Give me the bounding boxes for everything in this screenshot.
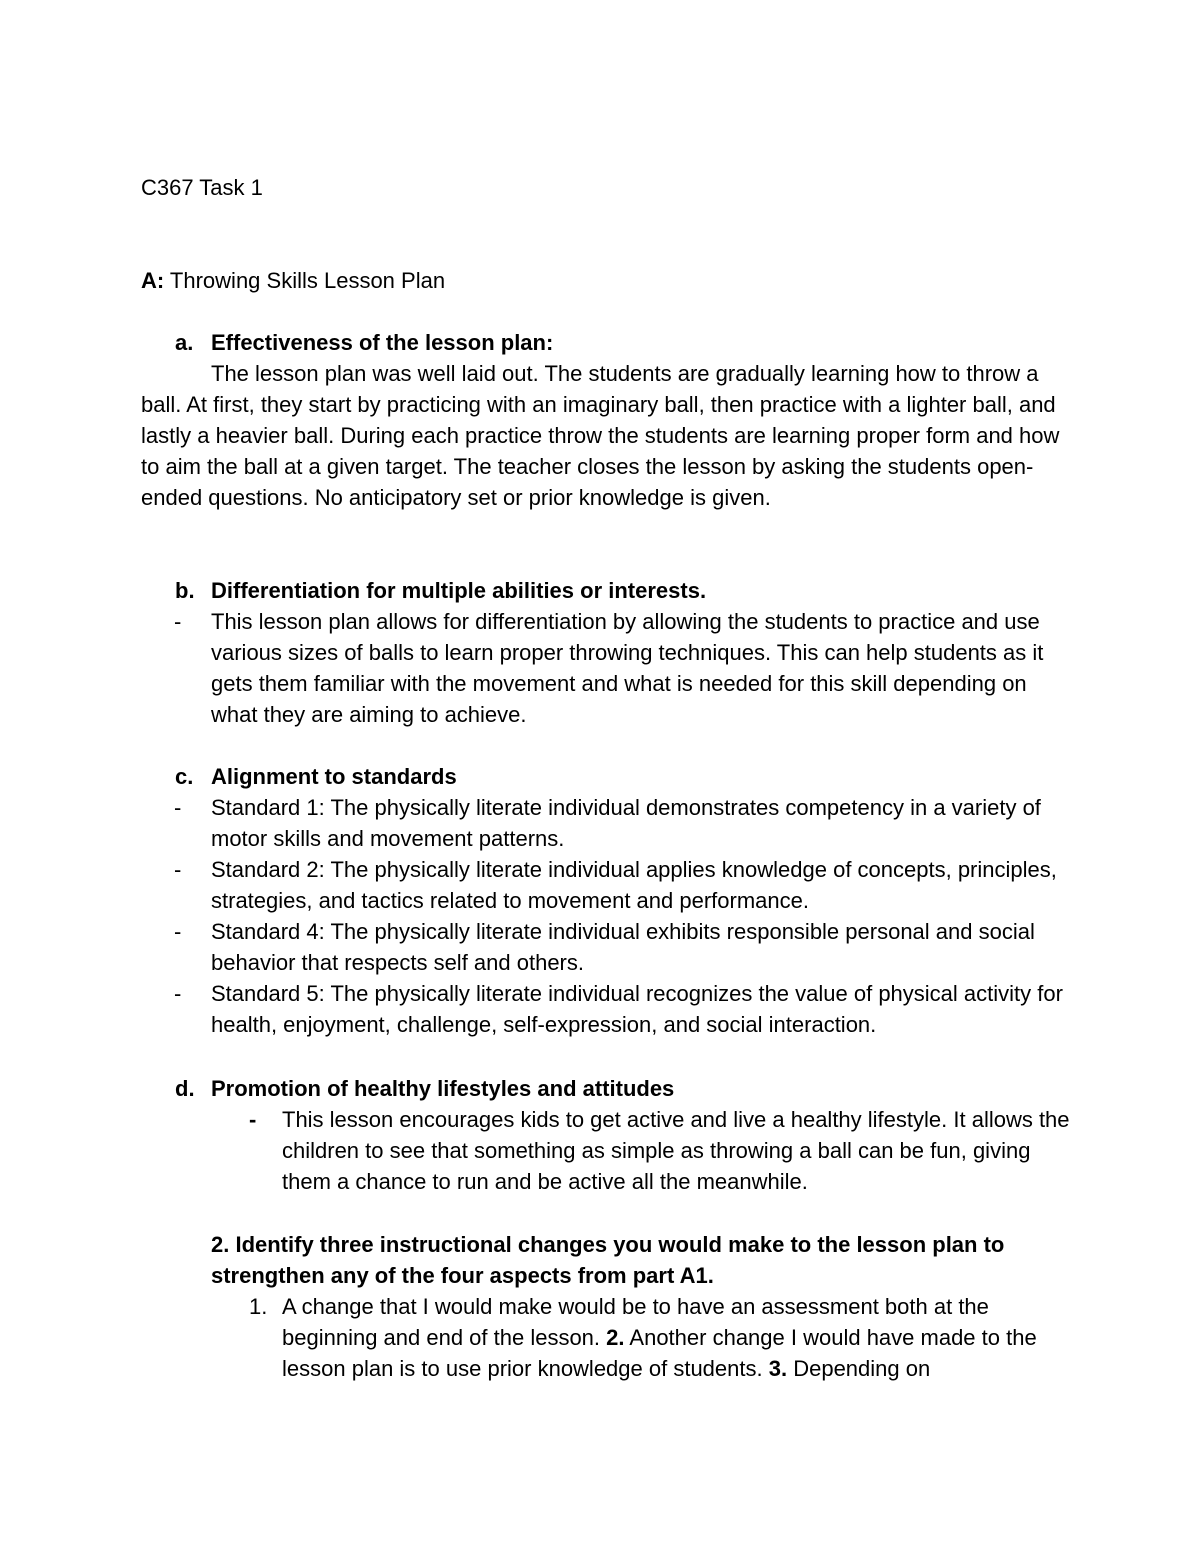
part-heading <box>141 265 445 296</box>
dash-bullet: - <box>174 857 182 882</box>
section-c-title: Alignment to standards <box>211 764 457 789</box>
section-d <box>141 1073 1071 1197</box>
list-item <box>141 606 1071 730</box>
list-item <box>141 1104 1071 1197</box>
numbered-item-marker: 1. <box>249 1294 268 1319</box>
list-item-text: Standard 4: The physically literate individual exhibits responsible personal and social behavior that respects self and others. <box>211 919 1035 975</box>
dash-bullet: - <box>174 795 182 820</box>
section-c-heading <box>141 761 1071 792</box>
inline-number: 2. <box>606 1325 625 1350</box>
part-title: Throwing Skills Lesson Plan <box>164 268 446 293</box>
question-2 <box>141 1229 1071 1384</box>
section-a-marker: a. <box>175 330 194 355</box>
numbered-item <box>141 1291 1071 1384</box>
inline-number: 3. <box>768 1356 788 1381</box>
section-b-title: Differentiation for multiple abilities or interests. <box>211 578 707 603</box>
section-a-title: Effectiveness of the lesson plan: <box>211 330 554 355</box>
part-letter: A: <box>141 268 165 293</box>
section-d-title: Promotion of healthy lifestyles and attitudes <box>211 1076 675 1101</box>
section-b-marker: b. <box>175 578 195 603</box>
section-d-heading <box>141 1073 1071 1104</box>
numbered-item-text: Another change I would have made to the lesson plan is to use prior knowledge of students. <box>282 1325 1037 1381</box>
list-item-text: Standard 5: The physically literate individual recognizes the value of physical activity for health, enjoyment, challenge, self-expression, and social interaction. <box>211 981 1063 1037</box>
document-title: C367 Task 1 <box>141 175 263 200</box>
dash-bullet: - <box>174 981 182 1006</box>
section-a <box>141 327 1071 513</box>
dash-bullet: - <box>249 1107 257 1132</box>
section-d-marker: d. <box>175 1076 195 1101</box>
list-item-text: This lesson encourages kids to get active and live a healthy lifestyle. It allows the children to see that something as simple as throwing a ball can be fun, giving them a chance to run and be active all the meanwhile. <box>282 1107 1070 1194</box>
question-2-heading: 2. Identify three instructional changes you would make to the lesson plan to strengthen any of the four aspects from part A1. <box>211 1232 1005 1288</box>
dash-bullet: - <box>174 919 182 944</box>
dash-bullet: - <box>174 609 182 634</box>
list-item <box>141 978 1071 1040</box>
section-a-paragraph: The lesson plan was well laid out. The students are gradually learning how to throw a ball. At first, they start by practicing with an imaginary ball, then practice with a lighter ball, and lastly a heavier ball. During each practice throw the students are learning proper form and how to aim the ball at a given target. The teacher closes the lesson by asking the students open-ended questions. No anticipatory set or prior knowledge is given. <box>141 361 1060 510</box>
section-c <box>141 761 1071 1040</box>
list-item-text: Standard 1: The physically literate individual demonstrates competency in a variety of motor skills and movement patterns. <box>211 795 1041 851</box>
list-item-text: Standard 2: The physically literate individual applies knowledge of concepts, principles, strategies, and tactics related to movement and performance. <box>211 857 1057 913</box>
list-item <box>141 792 1071 854</box>
section-b <box>141 575 1071 730</box>
section-c-marker: c. <box>175 764 194 789</box>
list-item <box>141 916 1071 978</box>
section-a-heading <box>141 327 1071 358</box>
section-b-heading <box>141 575 1071 606</box>
numbered-item-text: A change that I would make would be to have an assessment both at the beginning and end of the lesson. <box>282 1294 989 1350</box>
list-item-text: This lesson plan allows for differentiation by allowing the students to practice and use various sizes of balls to learn proper throwing techniques. This can help students as it gets them familiar with the movement and what is needed for this skill depending on what they are aiming to achieve. <box>211 609 1044 727</box>
numbered-item-text: Depending on <box>787 1356 931 1381</box>
list-item <box>141 854 1071 916</box>
